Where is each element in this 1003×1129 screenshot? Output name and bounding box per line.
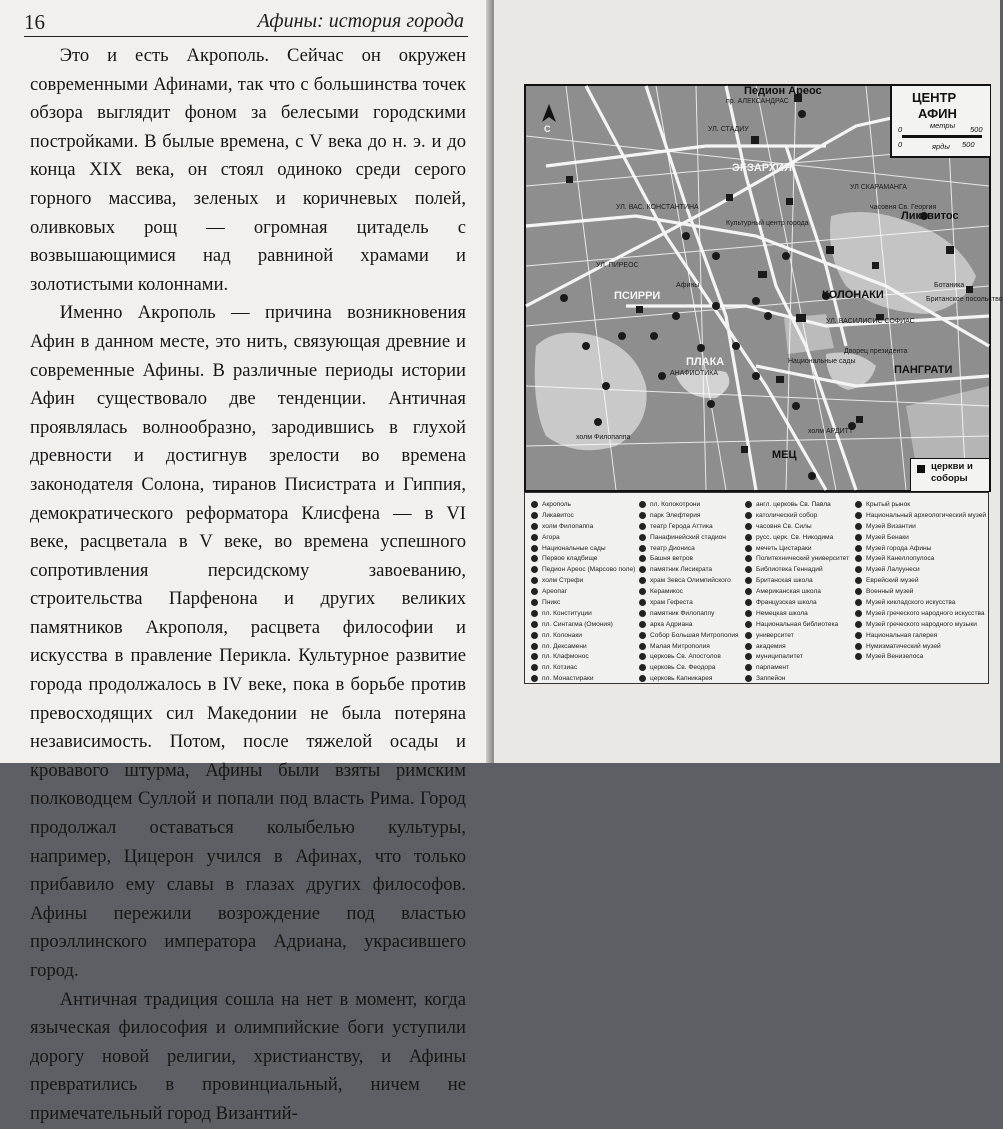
legend-item [855, 651, 986, 662]
legend-item-label: англ. церковь Св. Павла [756, 500, 831, 508]
legend-item-label: Немецкая школа [756, 609, 808, 617]
map-label-kolonaki: КОЛОНАКИ [822, 289, 884, 301]
legend-item-label: Пникс [542, 598, 561, 606]
legend-item [745, 564, 849, 575]
legend-item [531, 608, 635, 619]
map-label-kulturniy: Культурный центр города [726, 220, 809, 227]
legend-item [639, 630, 739, 641]
map-label-likavitos: Ликавитос [901, 210, 959, 222]
legend-item [745, 586, 849, 597]
right-page [494, 0, 1003, 763]
legend-item [639, 510, 739, 521]
legend-number-icon [745, 632, 752, 639]
map-title-line1: ЦЕНТР [912, 90, 957, 105]
church-square-icon [917, 465, 925, 473]
legend-item-label: Малая Митрополия [650, 642, 710, 650]
legend-item-label: Музей Бенаки [866, 533, 909, 541]
legend-item-label: арка Адриана [650, 620, 693, 628]
page-header [24, 8, 468, 37]
map-label-britanskoe: Британское посольство [926, 296, 1003, 303]
map-label-stadiou: УЛ. СТАДИУ [708, 126, 749, 133]
legend-number-icon [531, 599, 538, 606]
legend-item-label: муниципалитет [756, 653, 803, 661]
legend-item-label: Музей греческого народного искусства [866, 609, 985, 617]
legend-item [639, 586, 739, 597]
map-label-chasovnya: часовня Св. Георгия [870, 204, 937, 211]
legend-number-icon [745, 555, 752, 562]
map-label-vasilissis: УЛ. ВАСИЛИСИС СОФИАС [826, 318, 915, 325]
legend-item-label: академия [756, 642, 786, 650]
legend-item [531, 510, 635, 521]
legend-number-icon [639, 523, 646, 530]
legend-item [745, 499, 849, 510]
legend-number-icon [639, 610, 646, 617]
legend-item-label: театр Герода Аттика [650, 522, 713, 530]
legend-number-icon [531, 675, 538, 682]
legend-number-icon [855, 512, 862, 519]
legend-number-icon [531, 501, 538, 508]
legend-item [745, 543, 849, 554]
legend-item [531, 586, 635, 597]
legend-number-icon [531, 545, 538, 552]
scale-top-min: 0 [898, 125, 903, 134]
legend-number-icon [855, 610, 862, 617]
legend-column-4 [855, 499, 986, 662]
scale-bottom-max: 500 [962, 140, 975, 149]
legend-number-icon [531, 610, 538, 617]
legend-item-label: Музей греческого народного музыки [866, 620, 977, 628]
legend-item-label: Ареопаг [542, 588, 568, 596]
legend-item [855, 543, 986, 554]
legend-item-label: католический собор [756, 511, 818, 519]
legend-item [531, 651, 635, 662]
legend-item [639, 608, 739, 619]
map-label-exarchia: ЭКЗАРХИЯ [732, 162, 792, 174]
legend-item-label: Первое кладбище [542, 555, 598, 563]
legend-item-label: холм Стрефи [542, 577, 584, 585]
legend-item [531, 673, 635, 684]
legend-number-icon [531, 621, 538, 628]
legend-item [639, 651, 739, 662]
legend-number-icon [855, 523, 862, 530]
body-text [30, 42, 466, 1129]
legend-item [639, 543, 739, 554]
legend-item-label: пл. Колокотрони [650, 500, 701, 508]
legend-item-label: часовня Св. Силы [756, 522, 812, 530]
legend-item-label: холм Филопаппа [542, 522, 594, 530]
legend-item-label: парк Элефтерия [650, 511, 701, 519]
map-label-botanika: Ботаника [934, 282, 965, 289]
legend-number-icon [745, 501, 752, 508]
north-label: С [544, 124, 551, 134]
legend-item-label: Французская школа [756, 598, 817, 606]
map-label-national-gardens: Национальные сады [788, 358, 856, 365]
paragraph-1: Это и есть Акрополь. Сейчас он окружен современными Афинами, так что с большинства точек обзора выглядит фоном за белесыми городскими постройками. В былые времена, с V века до н. э. и до конца XIX века, он стоял одиноко среди серого горного массива, зеленых и коричневых полей, оливковых рощ — огромная цитадель с возвышающимися над равниной храмами и золотистыми колоннами. [30, 45, 466, 295]
legend-item [531, 532, 635, 543]
legend-item-label: Панафинейский стадион [650, 533, 726, 541]
map-label-mets: МЕЦ [772, 449, 797, 461]
legend-item [531, 619, 635, 630]
legend-number-icon [639, 675, 646, 682]
legend-item [745, 608, 849, 619]
legend-item [531, 575, 635, 586]
legend-item [639, 553, 739, 564]
legend-item [745, 641, 849, 652]
legend-item-label: Агора [542, 533, 560, 541]
scale-top-label: метры [930, 121, 956, 130]
legend-number-icon [745, 523, 752, 530]
map-title-box [890, 86, 990, 158]
legend-item [639, 597, 739, 608]
legend-item [745, 575, 849, 586]
legend-number-icon [855, 588, 862, 595]
legend-number-icon [855, 632, 862, 639]
legend-item [745, 597, 849, 608]
legend-item [855, 521, 986, 532]
legend-item-label: университет [756, 631, 794, 639]
legend-item [855, 510, 986, 521]
legend-item [745, 619, 849, 630]
legend-number-icon [639, 566, 646, 573]
legend-item [855, 641, 986, 652]
legend-number-icon [531, 643, 538, 650]
legend-number-icon [745, 577, 752, 584]
legend-item [745, 630, 849, 641]
legend-item-label: пл. Конституции [542, 609, 592, 617]
legend-item [745, 510, 849, 521]
legend-item [531, 564, 635, 575]
legend-item [855, 532, 986, 543]
legend-item-label: Британская школа [756, 577, 813, 585]
legend-item [855, 608, 986, 619]
legend-item [639, 499, 739, 510]
legend-item-label: Педион Ареос (Марсово поле) [542, 566, 636, 574]
legend-number-icon [639, 599, 646, 606]
legend-number-icon [855, 534, 862, 541]
legend-item-label: церковь Капникарея [650, 675, 713, 683]
legend-number-icon [639, 577, 646, 584]
legend-number-icon [531, 555, 538, 562]
map-title-line2: АФИН [918, 106, 957, 121]
legend-number-icon [639, 534, 646, 541]
map-label-afiny: Афины [676, 282, 700, 289]
legend-item-label: Американская школа [756, 588, 821, 596]
legend-number-icon [745, 599, 752, 606]
legend-number-icon [745, 653, 752, 660]
legend-number-icon [639, 621, 646, 628]
map-label-ardittou: холм АРДИТТ [808, 428, 854, 435]
legend-column-2 [639, 499, 739, 684]
legend-item-label: пл. Дексамени [542, 642, 587, 650]
legend-number-icon [531, 653, 538, 660]
map-label-alexandras: пр. АЛЕКСАНДРАС [726, 98, 789, 105]
legend-item [855, 499, 986, 510]
map-label-saranta: УЛ СКАРАМАНГА [850, 184, 907, 191]
legend-item-label: храм Зевса Олимпийского [650, 577, 731, 585]
legend-number-icon [855, 555, 862, 562]
legend-item-label: Ликавитос [542, 511, 574, 519]
legend-number-icon [531, 512, 538, 519]
legend-item-label: Национальная галерея [866, 631, 938, 639]
scale-top-max: 500 [970, 125, 983, 134]
scale-bottom-min: 0 [898, 140, 903, 149]
legend-item [531, 597, 635, 608]
map-label-plaka: ПЛАКА [686, 356, 725, 368]
legend-number-icon [639, 643, 646, 650]
legend-number-icon [855, 577, 862, 584]
legend-item-label: парламент [756, 664, 790, 672]
legend-number-icon [855, 599, 862, 606]
paragraph-3: Античная традиция сошла на нет в момент, когда языческая философия и олимпийские боги уступили дорогу новой религии, христианству, и Афины превратились в провинциальный, ничем не примечательный город Византий- [30, 988, 466, 1124]
legend-item-label: пл. Монастираки [542, 675, 594, 683]
legend-number-icon [639, 545, 646, 552]
paragraph-2: Именно Акрополь — причина возникновения Афин в данном месте, это нить, связующая древние и современные Афины. В различные периоды истории Афин существовало две тенденции. Античная проявлялась волнообразно, зародившись в глухой древности и достигнув зрелости во времена законодателя Солона, тиранов Писистрата и Гиппия, демократического реформатора Клисфена — в VI веке, расцветала в V веке, во времена успешного сопротивления персидскому завоеванию, строительства Парфенона и других великих памятников Акрополя, расцвета философии и искусства в правление Перикла. Культурное развитие города продолжалось в IV веке, пока в борьбе против превосходящих сил Македонии не была потеряна независимость. Потом, после тяжелой осады и кровавого штурма, Афины были взяты римским полководцем Суллой и попали под власть Рима. Город продолжал оставаться колыбелью культуры, например, Цицерон учился в Афинах, что только прибавило ему славы в глазах других философов. Афины пережили возрождение под властью проэллинского императора Адриана, украсившего город. [30, 302, 466, 981]
legend-number-icon [531, 566, 538, 573]
legend-number-icon [531, 534, 538, 541]
legend-number-icon [531, 588, 538, 595]
map-label-dvorets: Дворец президента [844, 348, 908, 355]
map-label-pireos: УЛ. ПИРЕОС [596, 262, 639, 269]
legend-item [745, 553, 849, 564]
legend-item-label: Собор Большая Митрополия [650, 631, 739, 639]
legend-number-icon [531, 632, 538, 639]
legend-item [855, 597, 986, 608]
legend-number-icon [639, 664, 646, 671]
legend-item-label: Башня ветров [650, 555, 694, 563]
legend-column-1 [531, 499, 635, 684]
legend-number-icon [745, 621, 752, 628]
legend-item [531, 553, 635, 564]
legend-item-label: русс. церк. Св. Никодима [756, 533, 834, 541]
legend-number-icon [531, 577, 538, 584]
legend-item-label: церковь Св. Апостолов [650, 653, 721, 661]
legend-item [531, 543, 635, 554]
legend-number-icon [745, 512, 752, 519]
legend-item [745, 651, 849, 662]
legend-number-icon [531, 523, 538, 530]
legend-column-3 [745, 499, 849, 684]
legend-number-icon [745, 534, 752, 541]
map-label-psirri: ПСИРРИ [614, 290, 661, 302]
legend-number-icon [855, 545, 862, 552]
legend-item [855, 553, 986, 564]
legend-item-label: памятник Лисикрата [650, 566, 713, 574]
legend-number-icon [639, 555, 646, 562]
legend-number-icon [745, 566, 752, 573]
legend-item-label: Музей города Афины [866, 544, 932, 552]
legend-number-icon [855, 566, 862, 573]
legend-item-label: храм Гефеста [650, 598, 693, 606]
legend-item [531, 662, 635, 673]
map-label-pedion-areos: Педион Ареос [744, 85, 822, 97]
legend-number-icon [745, 545, 752, 552]
map-label-konstantina: УЛ. ВАС. КОНСТАНТИНА [616, 204, 699, 211]
legend-item-label: Музей кикладского искусства [866, 598, 956, 606]
legend-number-icon [639, 501, 646, 508]
legend-item [745, 521, 849, 532]
legend-item-label: Крытый рынок [866, 500, 911, 508]
legend-item-label: Библиотека Геннадий [756, 566, 823, 574]
legend-item [745, 673, 849, 684]
legend-item [745, 532, 849, 543]
legend-item [855, 575, 986, 586]
legend-item-label: Музей Византии [866, 522, 916, 530]
legend-item-label: памятник Филопаппу [650, 609, 715, 617]
legend-item-label: Музей Лалуунеси [866, 566, 920, 574]
scale-bottom-label: ярды [932, 142, 950, 151]
legend-item [855, 586, 986, 597]
legend-item-label: Акрополь [542, 500, 571, 508]
legend-item [531, 499, 635, 510]
legend-number-icon [639, 653, 646, 660]
legend-item [745, 662, 849, 673]
legend-item [639, 575, 739, 586]
legend-item [531, 521, 635, 532]
churches-legend [910, 458, 990, 492]
legend-item [855, 619, 986, 630]
legend-number-icon [745, 643, 752, 650]
legend-item-label: Еврейский музей [866, 577, 919, 585]
map-legend [524, 492, 989, 684]
legend-item-label: пл. Клафмонос [542, 653, 589, 661]
legend-number-icon [745, 610, 752, 617]
legend-item-label: театр Диониса [650, 544, 695, 552]
scale-bar [902, 135, 982, 138]
legend-item [855, 564, 986, 575]
legend-item [531, 630, 635, 641]
legend-number-icon [639, 512, 646, 519]
legend-item-label: Заппейон [756, 675, 786, 683]
legend-item-label: Военный музей [866, 588, 914, 596]
legend-number-icon [639, 632, 646, 639]
legend-item-label: Национальный археологический музей [866, 511, 987, 519]
page-number: 16 [24, 10, 45, 34]
legend-item-label: мечеть Цистараки [756, 544, 812, 552]
legend-item-label: Национальная библиотека [756, 620, 839, 628]
legend-item-label: пл. Колонаки [542, 631, 582, 639]
legend-number-icon [855, 643, 862, 650]
legend-number-icon [745, 664, 752, 671]
legend-item-label: Нумизматический музей [866, 642, 941, 650]
legend-item [639, 673, 739, 684]
left-page [0, 0, 492, 1124]
legend-number-icon [745, 675, 752, 682]
legend-item [639, 619, 739, 630]
legend-item [639, 521, 739, 532]
legend-item [855, 630, 986, 641]
legend-item-label: Музей Венизелоса [866, 653, 924, 661]
map-label-filopappa: холм Филопаппа [576, 434, 631, 441]
legend-item [639, 532, 739, 543]
running-title: Афины: история города [257, 10, 464, 32]
legend-number-icon [639, 588, 646, 595]
legend-number-icon [855, 501, 862, 508]
legend-item [639, 564, 739, 575]
legend-number-icon [855, 653, 862, 660]
legend-item-label: пл. Синтагма (Омония) [542, 620, 613, 628]
legend-number-icon [855, 621, 862, 628]
legend-item-label: Музей Канеллопулоса [866, 555, 935, 563]
legend-item-label: Национальные сады [542, 544, 606, 552]
legend-item-label: церковь Св. Феодора [650, 664, 716, 672]
legend-item-label: Керамикос [650, 588, 683, 596]
athens-map [524, 84, 1003, 492]
churches-legend-label: церкви и соборы [931, 461, 973, 484]
legend-number-icon [531, 664, 538, 671]
legend-number-icon [745, 588, 752, 595]
legend-item [531, 641, 635, 652]
legend-item-label: Политехнический университет [756, 555, 850, 563]
legend-item [639, 641, 739, 652]
map-label-anafiotika: АНАФИОТИКА [670, 370, 719, 377]
legend-item-label: пл. Котзиас [542, 664, 578, 672]
map-label-pangrati: ПАНГРАТИ [894, 364, 953, 376]
legend-item [639, 662, 739, 673]
